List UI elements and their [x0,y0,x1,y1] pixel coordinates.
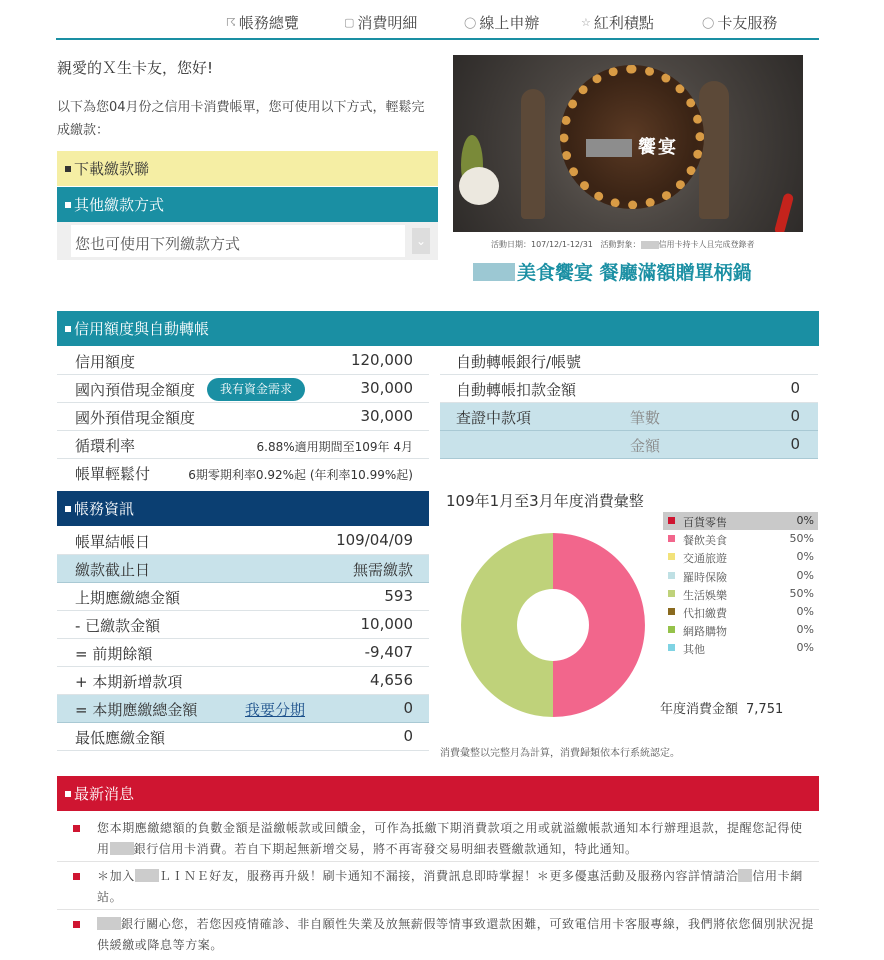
account-section-header [57,491,429,526]
legend-item[interactable] [663,639,818,657]
document-chart-icon: ☈ [226,16,236,29]
promo-title[interactable]: 美食饗宴 餐廳滿額贈單柄鍋 [473,258,752,285]
account-row: 帳單結帳日 109/04/09 [57,527,429,555]
spending-donut-chart [460,532,646,718]
redacted-block [97,917,121,930]
user-icon: ◯ [464,16,477,29]
news-item: 您本期應繳總額的負數金額是溢繳帳款或回饋金，可作為抵繳下期消費款項之用或就溢繳帳款通知本行辦理退款，提醒您記得使用 銀行信用卡消費。若自下期起無新增交易，將不再寄發交易明細表暨繳款通知，特此通知。 [57,818,819,862]
promo-banner[interactable] [453,55,803,232]
account-row: 繳款截止日 無需繳款 [57,555,429,583]
square-bullet-icon [65,166,71,172]
legend-label: 代扣繳費 [683,606,727,620]
credit-row: 國外預借現金額度 30,000 [57,403,429,431]
pending-count-row: 查證中款項 筆數 0 [440,403,818,431]
nav-online-application[interactable] [464,12,539,33]
legend-label: 生活娛樂 [683,588,727,602]
legend-item[interactable] [663,621,818,639]
square-bullet-icon [65,202,71,208]
redacted-block [473,263,515,281]
download-payment-slip[interactable] [57,151,438,186]
square-bullet-icon [73,873,80,880]
legend-percent: 0% [796,623,814,637]
account-section-title: 帳務資訊 [74,500,135,518]
legend-percent: 0% [796,514,814,527]
annual-spending: 年度消費金額 7,751 [660,702,784,717]
credit-section-title: 信用額度與自動轉帳 [74,320,210,338]
redacted-block [110,842,134,855]
news-section-header [57,776,819,811]
news-item: 銀行關心您，若您因疫情確診、非自願性失業及放無薪假等情事致還款困難，可致電信用卡客服專線，我們將依您個別狀況提供緩繳或降息等方案。 [57,914,819,958]
legend-swatch [668,517,675,524]
square-bullet-icon [73,921,80,928]
legend-swatch [668,644,675,651]
legend-item[interactable] [663,548,818,566]
fork-icon [521,89,545,219]
legend-percent: 0% [796,604,814,618]
top-nav [56,0,819,40]
chart-title: 109年1月至3月年度消費彙整 [446,492,644,510]
legend-swatch [668,590,675,597]
star-icon: ☆ [581,16,591,29]
redacted-block [641,241,659,249]
square-bullet-icon [73,825,80,832]
account-row: 上期應繳總金額 593 [57,583,429,611]
garlic-decoration [459,167,499,205]
redacted-block [135,869,159,882]
legend-percent: 0% [796,550,814,564]
spoon-icon [699,81,729,219]
other-methods-header [57,187,438,222]
legend-swatch [668,572,675,579]
legend-percent: 0% [796,641,814,655]
news-item: ＊加入 ＬＩＮＥ好友，服務再升級！刷卡通知不漏接，消費訊息即時掌握！＊更多優惠活動及服務內容詳情請洽 信用卡網站。 [57,866,819,910]
nav-label: 線上申辦 [479,14,540,32]
legend-label: 其他 [683,643,705,657]
auto-transfer-row: 自動轉帳銀行/帳號 [440,347,818,375]
chart-legend [663,512,818,658]
document-icon: ▢ [344,16,355,29]
square-bullet-icon [65,506,71,512]
legend-item[interactable] [663,603,818,621]
chart-note: 消費彙整以完整月為計算，消費歸類依本行系統認定。 [440,748,680,759]
credit-row: 帳單輕鬆付 6期零期利率0.92%起 (年利率10.99%起) [75,465,413,483]
nav-bonus-points[interactable] [581,12,654,33]
donut-slice-1 [553,533,645,717]
cash-need-button[interactable]: 我有資金需求 [207,378,305,401]
intro-text: 以下為您04月份之信用卡消費帳單，您可使用以下方式，輕鬆完成繳款： [57,100,425,138]
download-label: 下載繳款聯 [74,160,150,178]
donut-slice-4 [461,533,553,717]
legend-percent: 50% [789,532,814,546]
legend-label: 網路購物 [683,625,727,639]
legend-item[interactable] [663,512,818,530]
credit-row: 國內預借現金額度 我有資金需求 30,000 [57,375,429,403]
person-icon: ◯ [702,16,715,29]
account-row: - 已繳款金額 10,000 [57,611,429,639]
promo-small-text: 活動日期：107/12/1-12/31 活動對象： 信用卡持卡人且完成登錄者 [491,240,755,249]
pending-amount-row: 金額 0 [440,431,818,459]
credit-section-header [57,311,819,346]
legend-item[interactable] [663,530,818,548]
nav-spending-details[interactable] [344,12,417,33]
redacted-block [586,139,632,157]
legend-swatch [668,553,675,560]
auto-transfer-row: 自動轉帳扣款金額 0 [440,375,818,403]
account-row: = 本期應繳總金額 我要分期 0 [57,695,429,723]
nav-account-overview[interactable] [226,12,299,33]
legend-percent: 50% [789,586,814,600]
account-row: = 前期餘額 -9,407 [57,639,429,667]
credit-row: 循環利率 6.88%適用期間至109年 4月 [57,431,429,459]
banner-title: 饗宴 [571,133,693,159]
legend-label: 百貨零售 [683,516,727,529]
legend-swatch [668,626,675,633]
redacted-block [738,869,752,882]
nav-cardholder-service[interactable] [702,12,777,33]
greeting: 親愛的Ｘ生卡友，您好! [57,59,214,77]
nav-label: 帳務總覽 [238,14,299,32]
legend-swatch [668,608,675,615]
other-methods-label: 其他繳款方式 [74,196,165,214]
nav-label: 卡友服務 [717,14,778,32]
legend-item[interactable] [663,585,818,603]
square-bullet-icon [65,326,71,332]
credit-row: 信用額度 120,000 [57,347,429,375]
installment-link[interactable]: 我要分期 [245,701,306,719]
nav-label: 消費明細 [357,14,418,32]
chevron-down-icon[interactable]: ⌄ [412,228,430,254]
legend-swatch [668,535,675,542]
legend-label: 餐飲美食 [683,534,727,548]
legend-item[interactable] [663,567,818,585]
chili-decoration [774,192,795,232]
nav-label: 紅利積點 [593,14,654,32]
account-row: 最低應繳金額 0 [57,723,429,751]
select-value: 您也可使用下列繳款方式 [71,225,405,257]
news-section-title: 最新消息 [74,785,135,803]
legend-percent: 0% [796,568,814,582]
square-bullet-icon [65,791,71,797]
account-row: + 本期新增款項 4,656 [57,667,429,695]
legend-label: 交通旅遊 [683,552,727,566]
payment-method-select[interactable] [57,222,438,260]
legend-label: 羅時保險 [683,570,727,584]
